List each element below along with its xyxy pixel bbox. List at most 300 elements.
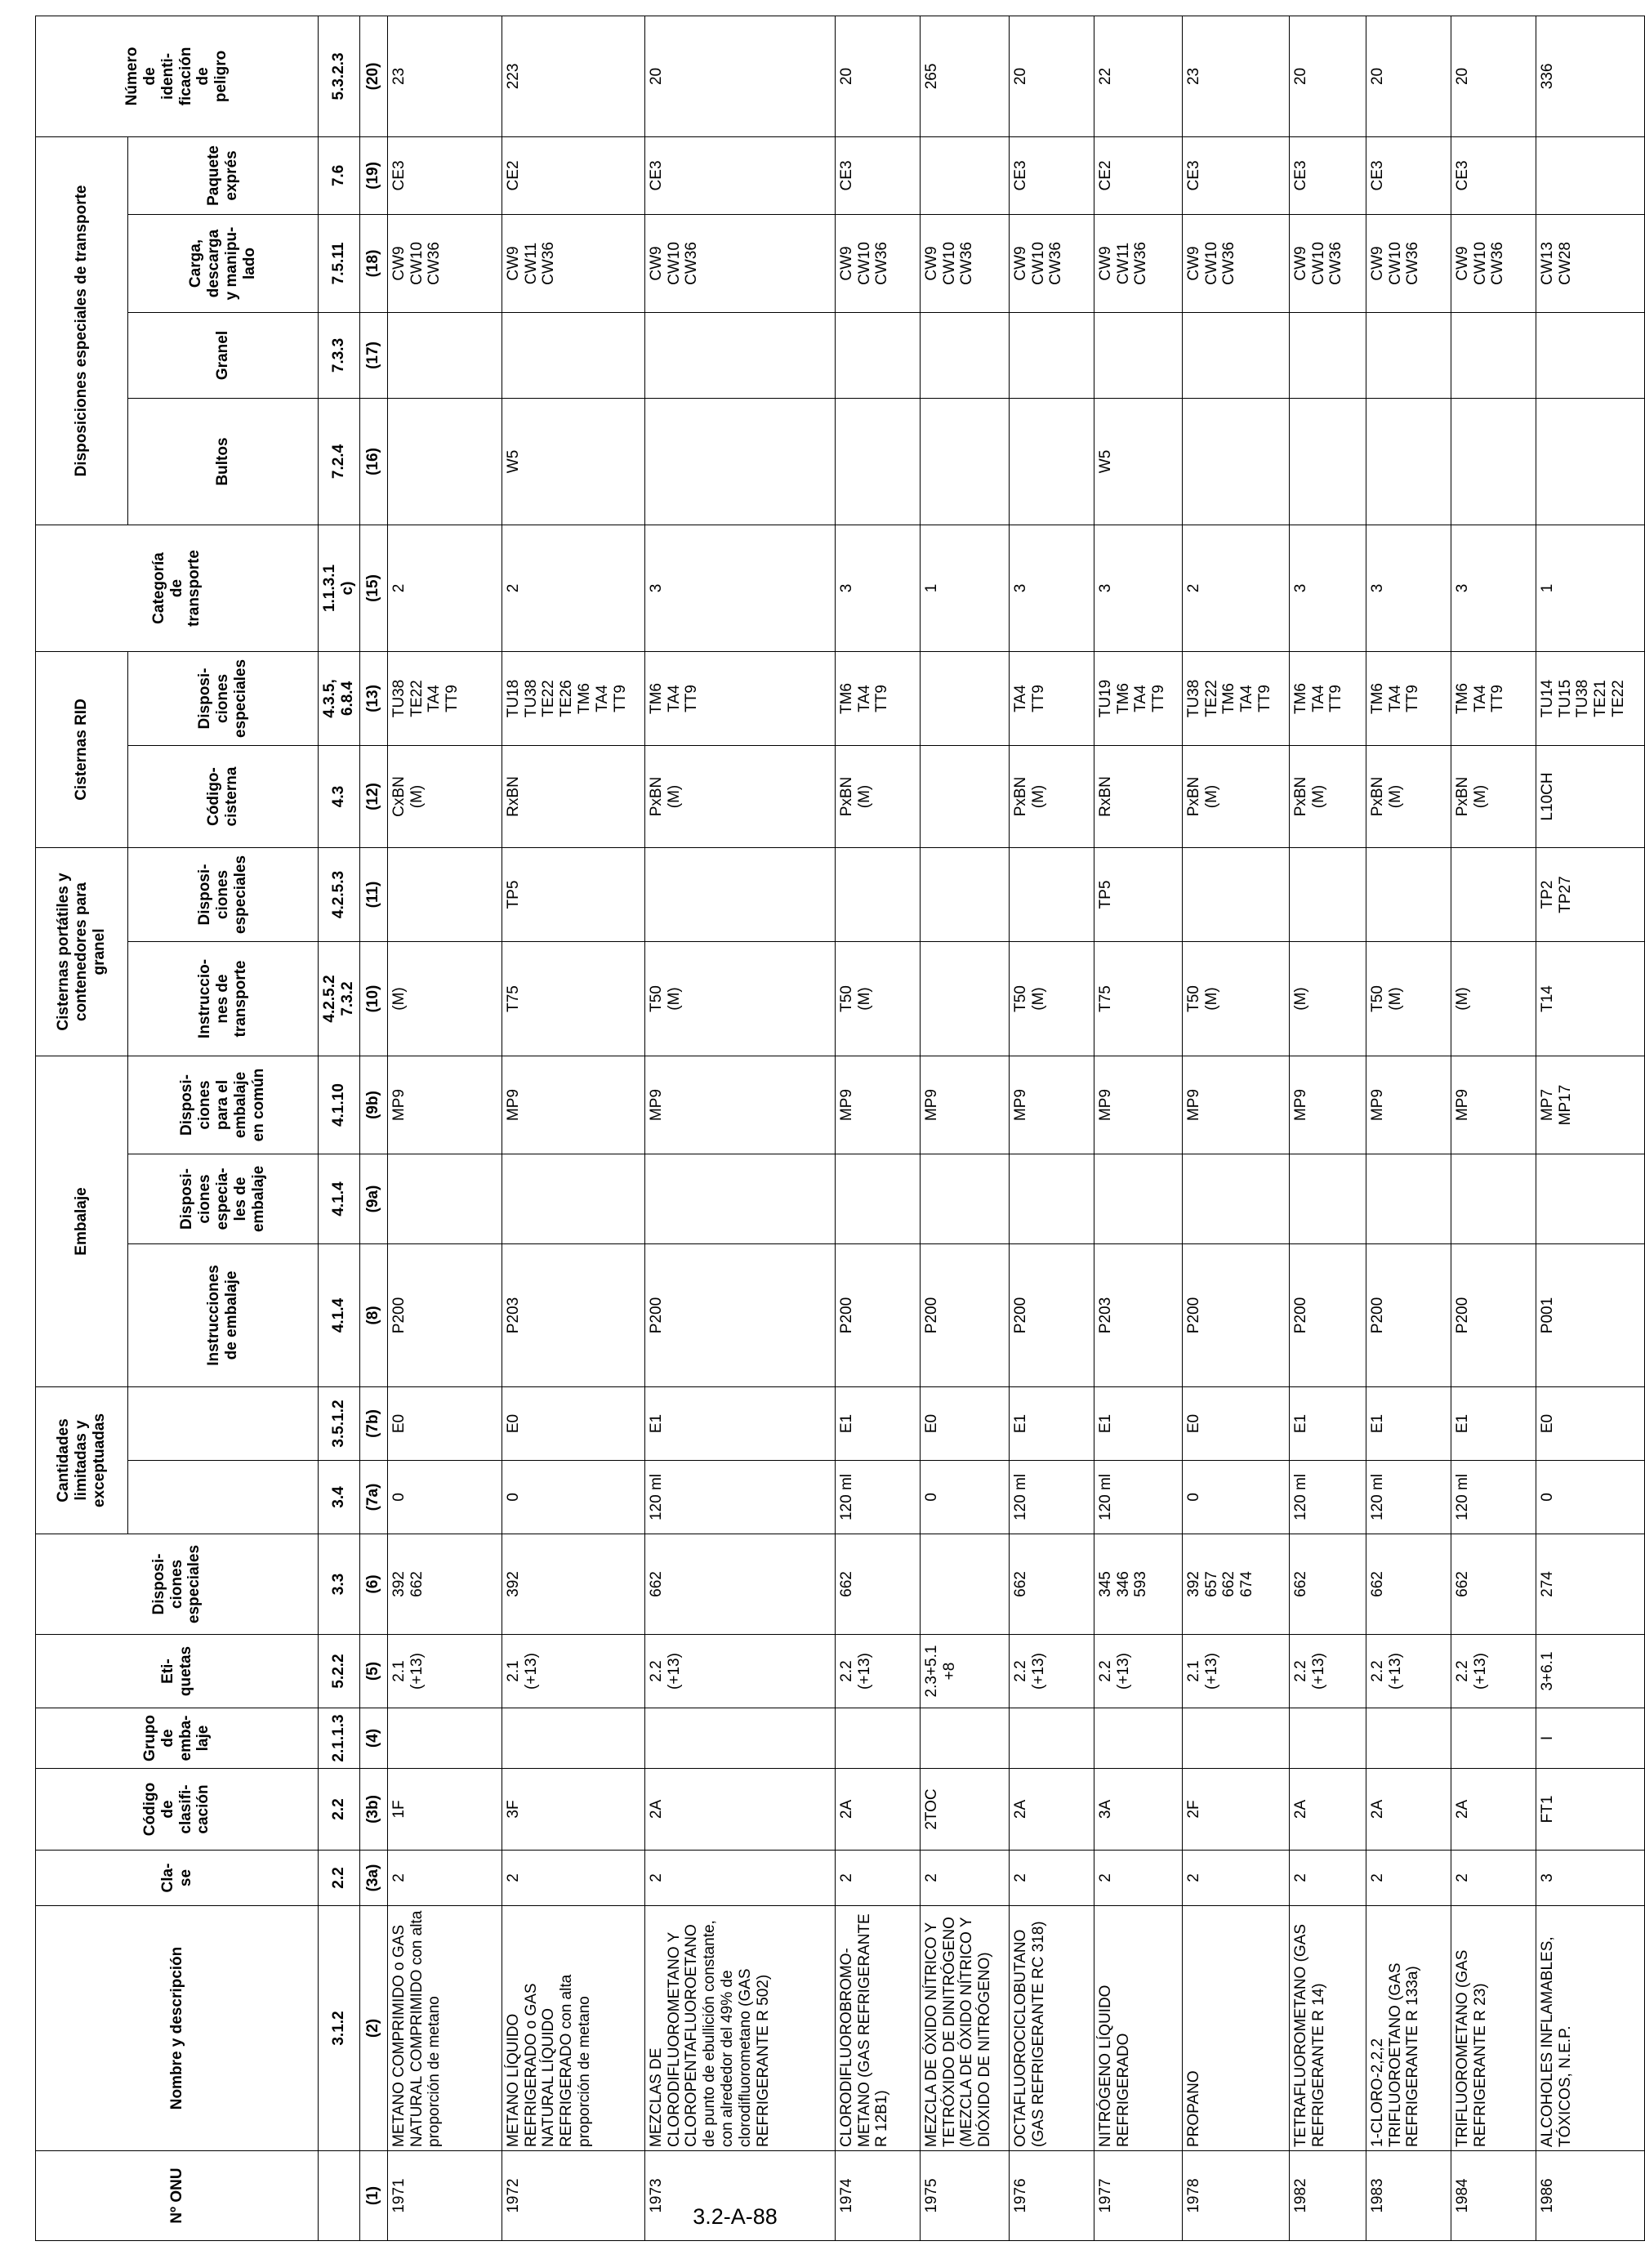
section-ref-cell: 2.2 — [319, 1851, 360, 1906]
table-cell: 120 ml — [1366, 1461, 1451, 1534]
table-cell: 2.2 (+13) — [644, 1635, 835, 1708]
table-row — [387, 16, 502, 2240]
header-instr-embalaje: Instrucciones de embalaje — [128, 1244, 319, 1387]
table-cell — [644, 312, 835, 398]
table-cell: MP9 — [1009, 1056, 1094, 1154]
section-ref-cell: 3.3 — [319, 1534, 360, 1635]
header-codigo: Código de clasifi- cación — [36, 1769, 319, 1851]
table-cell: 1F — [387, 1769, 502, 1851]
column-number-cell: (15) — [359, 525, 387, 651]
table-cell: TU18 TU38 TE22 TE26 TM6 TA4 TT9 — [502, 651, 644, 745]
column-number-cell: (10) — [359, 942, 387, 1056]
table-cell — [1366, 1708, 1451, 1769]
table-cell: P203 — [1094, 1244, 1182, 1387]
substance-name-cell: METANO LÍQUIDO REFRIGERADO o GAS NATURAL LÍQUIDO REFRIGERADO con alta proporción de metano — [502, 1906, 644, 2151]
column-number-cell: (17) — [359, 312, 387, 398]
table-cell: MP9 — [644, 1056, 835, 1154]
table-cell: CE2 — [1094, 136, 1182, 214]
table-cell — [387, 1708, 502, 1769]
substance-name-cell: MEZCLAS DE CLORODIFLUOROMETANO Y CLOROPENTAFLUOROETANO de punto de ebullición constante, con alrededor del 49% de clorodifluorometano (GAS REFRIGERANTE R 502) — [644, 1906, 835, 2151]
table-cell: T50 (M) — [644, 942, 835, 1056]
table-cell: 3 — [835, 525, 920, 651]
table-cell — [1009, 1154, 1094, 1244]
table-cell: PxBN (M) — [1451, 746, 1536, 848]
substance-name-cell: PROPANO — [1182, 1906, 1289, 2151]
table-cell: 662 — [1009, 1534, 1094, 1635]
table-cell: 2.2 (+13) — [1094, 1635, 1182, 1708]
table-cell: MP9 — [1366, 1056, 1451, 1154]
table-cell — [920, 1708, 1009, 1769]
table-cell: 2 — [644, 1851, 835, 1906]
table-cell — [1289, 848, 1366, 942]
table-cell: MP9 — [1451, 1056, 1536, 1154]
table-cell — [835, 1154, 920, 1244]
header-no-onu: Nº ONU — [36, 2151, 319, 2241]
table-cell: W5 — [502, 398, 644, 525]
section-ref-cell: 2.1.1.3 — [319, 1708, 360, 1769]
header-bultos: Bultos — [128, 398, 319, 525]
table-cell: E1 — [835, 1387, 920, 1461]
table-row — [1289, 16, 1366, 2240]
table-cell: 2.2 (+13) — [835, 1635, 920, 1708]
table-cell: E1 — [1009, 1387, 1094, 1461]
table-cell: CxBN (M) — [387, 746, 502, 848]
header-disp-transporte: Disposiciones especiales de transporte — [36, 136, 128, 525]
column-number-cell: (8) — [359, 1244, 387, 1387]
table-cell: PxBN (M) — [1366, 746, 1451, 848]
table-cell: CW9 CW10 CW36 — [1009, 214, 1094, 312]
section-ref-cell: 4.1.4 — [319, 1244, 360, 1387]
header-nombre: Nombre y descripción — [36, 1906, 319, 2151]
table-cell — [1536, 1154, 1644, 1244]
table-cell: 2 — [1094, 1851, 1182, 1906]
un-number-cell: 1975 — [920, 2151, 1009, 2241]
table-cell — [1451, 1154, 1536, 1244]
table-cell: E0 — [1536, 1387, 1644, 1461]
table-cell — [1009, 312, 1094, 398]
table-cell: PxBN (M) — [1182, 746, 1289, 848]
table-cell: 2.2 (+13) — [1366, 1635, 1451, 1708]
header-disp-especiales: Disposi- ciones especiales — [36, 1534, 319, 1635]
table-cell — [1451, 398, 1536, 525]
table-cell: TU38 TE22 TM6 TA4 TT9 — [1182, 651, 1289, 745]
table-cell: 3 — [1536, 1851, 1644, 1906]
table-cell: W5 — [1094, 398, 1182, 525]
table-cell — [502, 312, 644, 398]
header-granel: Granel — [128, 312, 319, 398]
table-cell — [387, 1154, 502, 1244]
table-cell: PxBN (M) — [1289, 746, 1366, 848]
table-cell — [920, 312, 1009, 398]
table-cell: TA4 TT9 — [1009, 651, 1094, 745]
table-cell: MP9 — [502, 1056, 644, 1154]
column-number-cell: (4) — [359, 1708, 387, 1769]
table-cell: CW9 CW10 CW36 — [387, 214, 502, 312]
table-cell: 20 — [835, 16, 920, 136]
table-cell: T50 (M) — [1182, 942, 1289, 1056]
table-cell: 2 — [1009, 1851, 1094, 1906]
substance-name-cell: ALCOHOLES INFLAMABLES, TÓXICOS, N.E.P. — [1536, 1906, 1644, 2151]
table-cell: P200 — [1182, 1244, 1289, 1387]
table-cell: E1 — [1289, 1387, 1366, 1461]
table-cell: 20 — [1289, 16, 1366, 136]
table-cell — [644, 1708, 835, 1769]
table-cell — [920, 1534, 1009, 1635]
table-cell: 0 — [1182, 1461, 1289, 1534]
table-cell: CW9 CW10 CW36 — [1451, 214, 1536, 312]
header-carga: Carga, descarga y manipu- lado — [128, 214, 319, 312]
table-cell: 3 — [1289, 525, 1366, 651]
section-ref-cell: 4.1.10 — [319, 1056, 360, 1154]
table-cell: P200 — [835, 1244, 920, 1387]
table-cell: MP9 — [387, 1056, 502, 1154]
table-cell: 3 — [1366, 525, 1451, 651]
section-ref-cell: 4.1.4 — [319, 1154, 360, 1244]
substance-name-cell: TETRAFLUOROMETANO (GAS REFRIGERANTE R 14) — [1289, 1906, 1366, 2151]
table-cell: 336 — [1536, 16, 1644, 136]
table-cell — [502, 1154, 644, 1244]
table-cell: 3A — [1094, 1769, 1182, 1851]
table-row — [920, 16, 1009, 2240]
table-cell — [1451, 848, 1536, 942]
substance-name-cell: NITRÓGENO LÍQUIDO REFRIGERADO — [1094, 1906, 1182, 2151]
un-number-cell: 1983 — [1366, 2151, 1451, 2241]
table-cell: 20 — [1366, 16, 1451, 136]
table-cell: 2A — [1289, 1769, 1366, 1851]
table-cell: CW13 CW28 — [1536, 214, 1644, 312]
table-cell: CE2 — [502, 136, 644, 214]
table-cell: TP5 — [1094, 848, 1182, 942]
table-cell: MP9 — [1289, 1056, 1366, 1154]
table-cell: E0 — [1182, 1387, 1289, 1461]
header-clase: Cla- se — [36, 1851, 319, 1906]
table-cell: PxBN (M) — [644, 746, 835, 848]
section-ref-cell: 7.3.3 — [319, 312, 360, 398]
table-cell — [1182, 312, 1289, 398]
rotated-table-container — [35, 16, 1628, 2241]
un-number-cell: 1984 — [1451, 2151, 1536, 2241]
table-cell: TP5 — [502, 848, 644, 942]
header-instr-transporte: Instruccio- nes de transporte — [128, 942, 319, 1056]
table-cell: 2 — [835, 1851, 920, 1906]
column-number-cell: (5) — [359, 1635, 387, 1708]
table-cell — [1094, 312, 1182, 398]
table-cell — [1182, 1154, 1289, 1244]
substance-name-cell: CLORODIFLUOROBROMO-METANO (GAS REFRIGERANTE R 12B1) — [835, 1906, 920, 2151]
table-cell: 23 — [1182, 16, 1289, 136]
table-row — [1366, 16, 1451, 2240]
table-cell — [1366, 1154, 1451, 1244]
table-cell — [920, 136, 1009, 214]
table-cell — [920, 1154, 1009, 1244]
table-cell: T50 (M) — [835, 942, 920, 1056]
column-number-cell: (2) — [359, 1906, 387, 2151]
table-cell: 0 — [920, 1461, 1009, 1534]
table-cell — [1094, 1708, 1182, 1769]
table-cell: TM6 TA4 TT9 — [644, 651, 835, 745]
table-row — [1182, 16, 1289, 2240]
table-cell — [1366, 312, 1451, 398]
table-cell: 0 — [387, 1461, 502, 1534]
table-cell — [387, 398, 502, 525]
table-cell — [1536, 136, 1644, 214]
table-cell: TM6 TA4 TT9 — [1451, 651, 1536, 745]
table-cell — [1536, 398, 1644, 525]
un-number-cell: 1977 — [1094, 2151, 1182, 2241]
table-cell: CE3 — [1289, 136, 1366, 214]
table-cell: 3 — [644, 525, 835, 651]
table-cell — [1289, 1154, 1366, 1244]
table-cell: PxBN (M) — [1009, 746, 1094, 848]
table-cell: 2A — [1366, 1769, 1451, 1851]
header-etiquetas: Eti- quetas — [36, 1635, 319, 1708]
table-cell: P200 — [387, 1244, 502, 1387]
table-cell: CW9 CW10 CW36 — [644, 214, 835, 312]
table-cell — [387, 848, 502, 942]
section-ref-cell: 3.1.2 — [319, 1906, 360, 2151]
table-cell — [387, 312, 502, 398]
table-cell: RxBN — [502, 746, 644, 848]
table-cell: 2A — [835, 1769, 920, 1851]
table-cell: 120 ml — [1289, 1461, 1366, 1534]
table-cell: 0 — [1536, 1461, 1644, 1534]
table-cell: I — [1536, 1708, 1644, 1769]
table-cell — [644, 848, 835, 942]
table-row — [1009, 16, 1094, 2240]
table-cell: 120 ml — [1009, 1461, 1094, 1534]
table-cell: 2 — [387, 525, 502, 651]
table-cell: CE3 — [1451, 136, 1536, 214]
table-cell: TM6 TA4 TT9 — [1289, 651, 1366, 745]
table-cell: 3+6.1 — [1536, 1635, 1644, 1708]
un-number-cell: 1974 — [835, 2151, 920, 2241]
table-cell: P203 — [502, 1244, 644, 1387]
table-cell: RxBN — [1094, 746, 1182, 848]
table-cell: 22 — [1094, 16, 1182, 136]
table-cell: P200 — [644, 1244, 835, 1387]
header-categoria: Categoría de transporte — [36, 525, 319, 651]
section-ref-cell: 3.5.1.2 — [319, 1387, 360, 1461]
table-cell: CW9 CW11 CW36 — [1094, 214, 1182, 312]
table-cell: 2F — [1182, 1769, 1289, 1851]
table-cell: 2.1 (+13) — [1182, 1635, 1289, 1708]
table-cell: MP9 — [835, 1056, 920, 1154]
table-cell: 2.1 (+13) — [502, 1635, 644, 1708]
header-grupo: Grupo de emba- laje — [36, 1708, 319, 1769]
column-number-cell: (7b) — [359, 1387, 387, 1461]
table-cell: CE3 — [835, 136, 920, 214]
table-cell: P200 — [920, 1244, 1009, 1387]
header-disp-esp-cp: Disposi- ciones especiales — [128, 848, 319, 942]
table-cell: 2 — [1182, 1851, 1289, 1906]
table-cell: CE3 — [1366, 136, 1451, 214]
table-cell: 20 — [1451, 16, 1536, 136]
table-cell — [502, 1708, 644, 1769]
section-ref-cell: 7.2.4 — [319, 398, 360, 525]
header-numero-peligro: Número de identi- ficación de peligro — [36, 16, 319, 136]
table-cell — [835, 312, 920, 398]
table-cell: P200 — [1366, 1244, 1451, 1387]
table-cell: 2A — [1451, 1769, 1536, 1851]
table-cell: (M) — [1451, 942, 1536, 1056]
table-cell: 20 — [1009, 16, 1094, 136]
header-codigo-cisterna: Código- cisterna — [128, 746, 319, 848]
header-disp-esp-rid: Disposi- ciones especiales — [128, 651, 319, 745]
table-cell: TM6 TA4 TT9 — [1366, 651, 1451, 745]
section-ref-cell: 3.4 — [319, 1461, 360, 1534]
section-ref-cell: 2.2 — [319, 1769, 360, 1851]
column-number-cell: (18) — [359, 214, 387, 312]
table-cell: T75 — [502, 942, 644, 1056]
table-cell: CW9 CW11 CW36 — [502, 214, 644, 312]
substance-name-cell: MEZCLA DE ÓXIDO NÍTRICO Y TETRÓXIDO DE DINITRÓGENO (MEZCLA DE ÓXIDO NÍTRICO Y DIÓXIDO DE NITRÓGENO) — [920, 1906, 1009, 2151]
section-ref-cell: 5.2.2 — [319, 1635, 360, 1708]
table-cell: MP9 — [1182, 1056, 1289, 1154]
table-cell: TP2 TP27 — [1536, 848, 1644, 942]
header-cantidades: Cantidades limitadas y exceptuadas — [36, 1387, 128, 1534]
table-cell: 265 — [920, 16, 1009, 136]
table-cell: E0 — [387, 1387, 502, 1461]
table-cell: L10CH — [1536, 746, 1644, 848]
table-cell: CW9 CW10 CW36 — [1182, 214, 1289, 312]
table-cell: TU38 TE22 TA4 TT9 — [387, 651, 502, 745]
header-row-1 — [36, 16, 128, 2240]
table-cell — [920, 651, 1009, 745]
un-number-cell: 1973 — [644, 2151, 835, 2241]
table-cell: 662 — [1289, 1534, 1366, 1635]
column-number-row — [359, 16, 387, 2240]
table-cell: 662 — [1366, 1534, 1451, 1635]
column-number-cell: (6) — [359, 1534, 387, 1635]
table-cell — [644, 1154, 835, 1244]
table-cell: CE3 — [644, 136, 835, 214]
table-cell: 120 ml — [1451, 1461, 1536, 1534]
un-number-cell: 1971 — [387, 2151, 502, 2241]
table-cell: P200 — [1289, 1244, 1366, 1387]
table-cell: 345 346 593 — [1094, 1534, 1182, 1635]
table-cell — [1009, 398, 1094, 525]
column-number-cell: (3b) — [359, 1769, 387, 1851]
table-cell: 20 — [644, 16, 835, 136]
table-cell: 2 — [502, 525, 644, 651]
header-disp-esp-embalaje: Disposi- ciones especia- les de embalaje — [128, 1154, 319, 1244]
table-cell: 274 — [1536, 1534, 1644, 1635]
section-ref-cell: 5.3.2.3 — [319, 16, 360, 136]
table-cell — [1536, 312, 1644, 398]
table-cell: 2.2 (+13) — [1289, 1635, 1366, 1708]
table-cell: E0 — [920, 1387, 1009, 1461]
table-cell: 662 — [835, 1534, 920, 1635]
table-cell — [920, 942, 1009, 1056]
table-cell — [644, 398, 835, 525]
un-number-cell: 1972 — [502, 2151, 644, 2241]
table-cell: T50 (M) — [1009, 942, 1094, 1056]
table-cell — [835, 398, 920, 525]
section-ref-cell: 4.2.5.2 7.3.2 — [319, 942, 360, 1056]
table-cell: TU14 TU15 TU38 TE21 TE22 — [1536, 651, 1644, 745]
table-cell: CW9 CW10 CW36 — [835, 214, 920, 312]
table-cell: 662 — [1451, 1534, 1536, 1635]
column-number-cell: (12) — [359, 746, 387, 848]
header-cantidades-a — [128, 1461, 319, 1534]
column-number-cell: (1) — [359, 2151, 387, 2241]
table-cell: 3 — [1451, 525, 1536, 651]
table-cell: CW9 CW10 CW36 — [920, 214, 1009, 312]
table-cell: CW9 CW10 CW36 — [1366, 214, 1451, 312]
table-cell — [1182, 398, 1289, 525]
table-cell: 120 ml — [644, 1461, 835, 1534]
table-cell: 1 — [1536, 525, 1644, 651]
column-number-cell: (13) — [359, 651, 387, 745]
table-cell: 2.1 (+13) — [387, 1635, 502, 1708]
table-cell — [1451, 312, 1536, 398]
table-cell: 3F — [502, 1769, 644, 1851]
table-cell: 2 — [502, 1851, 644, 1906]
table-cell: MP9 — [1094, 1056, 1182, 1154]
section-ref-cell: 4.3 — [319, 746, 360, 848]
column-number-cell: (9a) — [359, 1154, 387, 1244]
table-cell: 120 ml — [835, 1461, 920, 1534]
header-cisternas-portatiles: Cisternas portátiles y contenedores para granel — [36, 848, 128, 1056]
table-cell: 1 — [920, 525, 1009, 651]
un-number-cell: 1986 — [1536, 2151, 1644, 2241]
un-number-cell: 1982 — [1289, 2151, 1366, 2241]
table-cell: (M) — [387, 942, 502, 1056]
table-cell: P200 — [1451, 1244, 1536, 1387]
table-cell: E1 — [1366, 1387, 1451, 1461]
table-cell — [1289, 1708, 1366, 1769]
section-ref-cell: 4.3.5, 6.8.4 — [319, 651, 360, 745]
table-row — [1094, 16, 1182, 2240]
table-cell: (M) — [1289, 942, 1366, 1056]
table-cell — [1009, 848, 1094, 942]
table-cell: 2 — [1182, 525, 1289, 651]
table-cell: 2 — [1451, 1851, 1536, 1906]
header-cisternas-rid: Cisternas RID — [36, 651, 128, 847]
table-cell — [1182, 848, 1289, 942]
table-cell — [1182, 1708, 1289, 1769]
table-cell: 2A — [1009, 1769, 1094, 1851]
header-embalaje: Embalaje — [36, 1056, 128, 1387]
table-cell — [1451, 1708, 1536, 1769]
page-number: 3.2-A-88 — [693, 2204, 778, 2229]
table-cell: 392 662 — [387, 1534, 502, 1635]
table-cell: E1 — [1094, 1387, 1182, 1461]
table-row — [644, 16, 835, 2240]
column-number-cell: (20) — [359, 16, 387, 136]
table-cell: P001 — [1536, 1244, 1644, 1387]
table-cell: TU19 TM6 TA4 TT9 — [1094, 651, 1182, 745]
table-cell: 2 — [1289, 1851, 1366, 1906]
table-cell: 2TOC — [920, 1769, 1009, 1851]
section-ref-cell: 1.1.3.1 c) — [319, 525, 360, 651]
table-cell: PxBN (M) — [835, 746, 920, 848]
table-cell — [1289, 312, 1366, 398]
substance-name-cell: OCTAFLUOROCICLOBUTANO (GAS REFRIGERANTE RC 318) — [1009, 1906, 1094, 2151]
table-cell: T14 — [1536, 942, 1644, 1056]
section-ref-cell: 7.6 — [319, 136, 360, 214]
un-number-cell: 1976 — [1009, 2151, 1094, 2241]
table-cell: 392 — [502, 1534, 644, 1635]
table-row — [835, 16, 920, 2240]
table-cell: 2.2 (+13) — [1009, 1635, 1094, 1708]
table-row — [1451, 16, 1536, 2240]
table-row — [502, 16, 644, 2240]
table-cell: 223 — [502, 16, 644, 136]
column-number-cell: (3a) — [359, 1851, 387, 1906]
table-cell — [835, 848, 920, 942]
table-cell: CE3 — [387, 136, 502, 214]
